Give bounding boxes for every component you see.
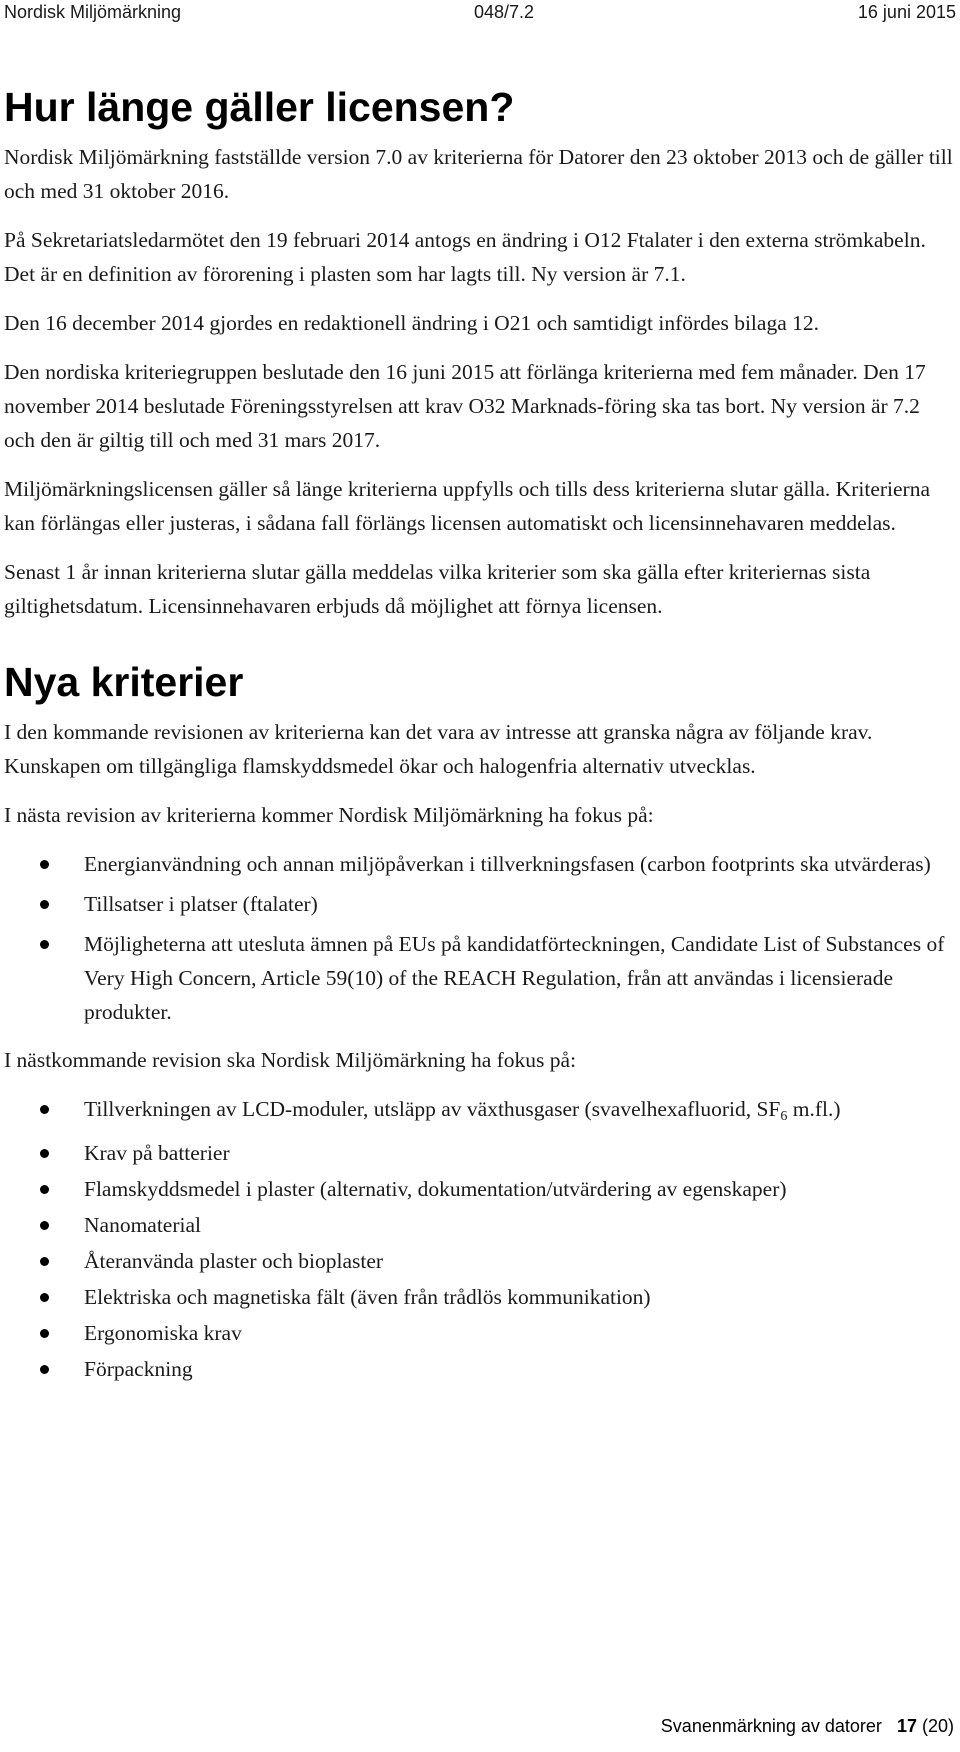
- header-date: 16 juni 2015: [857, 2, 956, 22]
- bullet-icon: [40, 1149, 49, 1158]
- list-item-text: Förpackning: [84, 1357, 193, 1381]
- list-item: [4, 1172, 954, 1206]
- list-item: [4, 847, 954, 881]
- page-content: [4, 82, 954, 1400]
- paragraph: Den nordiska kriteriegruppen beslutade den 16 juni 2015 att förlänga kriterierna med fem månader. Den 17 november 2014 beslutade Föreningsstyrelsen att krav O32 Marknads-föring ska tas bort. Ny version är 7.2 och den är giltig till och med 31 mars 2017.: [4, 360, 926, 452]
- list-item: [4, 1280, 954, 1314]
- bullet-icon: [40, 1329, 49, 1338]
- paragraph: På Sekretariatsledarmötet den 19 februari 2014 antogs en ändring i O12 Ftalater i den externa strömkabeln. Det är en definition av förorening i plasten som har lagts till. Ny version är 7.1.: [4, 228, 926, 286]
- bullet-icon: [40, 1221, 49, 1230]
- list-item: [4, 1244, 954, 1278]
- bullet-icon: [40, 1105, 49, 1114]
- list-lead: I nästkommande revision ska Nordisk Miljömärkning ha fokus på:: [4, 1048, 577, 1072]
- footer-page-number: 17: [896, 1716, 917, 1736]
- paragraph: Nordisk Miljömärkning fastställde version 7.0 av kriterierna för Datorer den 23 oktober 2013 och de gäller till och med 31 oktober 2016.: [4, 145, 953, 203]
- list-item-text: Nanomaterial: [84, 1213, 202, 1237]
- list-item: [4, 1316, 954, 1350]
- list-item-text: Energianvändning och annan miljöpåverkan i tillverkningsfasen (carbon footprints ska utvärderas): [84, 852, 931, 876]
- next-revision-list: [4, 847, 954, 1029]
- section-heading-new-criteria: Nya kriterier: [4, 659, 244, 705]
- paragraph: Den 16 december 2014 gjordes en redaktionell ändring i O21 och samtidigt infördes bilaga 12.: [4, 311, 819, 335]
- bullet-icon: [40, 940, 49, 949]
- list-item: [4, 1136, 954, 1170]
- list-item-text: Möjligheterna att utesluta ämnen på EUs på kandidatförteckningen, Candidate List of Substances of Very High Concern, Article 59(10) of the REACH Regulation, från att användas i licensierade produkter.: [84, 932, 945, 1024]
- header-organization: Nordisk Miljömärkning: [4, 2, 182, 22]
- list-item-text: Återanvända plaster och bioplaster: [84, 1249, 384, 1273]
- paragraph: Miljömärkningslicensen gäller så länge kriterierna uppfylls och tills dess kriterierna slutar gälla. Kriterierna kan förlängas eller justeras, i sådana fall förlängs licensen automatiskt och licensinnehavaren meddelas.: [4, 477, 930, 535]
- paragraph: Senast 1 år innan kriterierna slutar gälla meddelas vilka kriterier som ska gälla efter kriteriernas sista giltighetsdatum. Licensinnehavaren erbjuds då möjlighet att förnya licensen.: [4, 560, 871, 618]
- list-item-text: Elektriska och magnetiska fält (även från trådlös kommunikation): [84, 1285, 651, 1309]
- bullet-icon: [40, 860, 49, 869]
- bullet-icon: [40, 1293, 49, 1302]
- list-item: [4, 1208, 954, 1242]
- bullet-icon: [40, 1185, 49, 1194]
- section-heading-license-validity: Hur länge gäller licensen?: [4, 84, 515, 130]
- bullet-icon: [40, 1257, 49, 1266]
- page-footer: [661, 1716, 954, 1737]
- footer-title: Svanenmärkning av datorer: [660, 1716, 882, 1736]
- list-item-text: Ergonomiska krav: [84, 1321, 242, 1345]
- list-item-text-pre: Tillverkningen av LCD-moduler, utsläpp av växthusgaser (svavelhexafluorid, SF: [84, 1097, 781, 1121]
- list-item: [4, 1092, 954, 1134]
- list-lead: I nästa revision av kriterierna kommer Nordisk Miljömärkning ha fokus på:: [4, 803, 654, 827]
- following-revision-list: [4, 1092, 954, 1386]
- list-item-text: Krav på batterier: [84, 1141, 230, 1165]
- list-item: [4, 927, 954, 1029]
- subscript-six: 6: [780, 1109, 788, 1124]
- header-document-number: 048/7.2: [474, 2, 535, 22]
- list-item-text: Tillsatser i platser (ftalater): [84, 892, 318, 916]
- list-item-text-post: m.fl.): [787, 1097, 841, 1121]
- bullet-icon: [40, 1365, 49, 1374]
- page-header: [0, 0, 960, 26]
- list-item: [4, 1352, 954, 1386]
- list-item-text: Flamskyddsmedel i plaster (alternativ, dokumentation/utvärdering av egenskaper): [84, 1177, 787, 1201]
- list-item: [4, 887, 954, 921]
- footer-page-total: (20): [921, 1716, 954, 1736]
- bullet-icon: [40, 900, 49, 909]
- paragraph: I den kommande revisionen av kriterierna kan det vara av intresse att granska några av följande krav. Kunskapen om tillgängliga flamskyddsmedel ökar och halogenfria alternativ utvecklas.: [4, 720, 873, 778]
